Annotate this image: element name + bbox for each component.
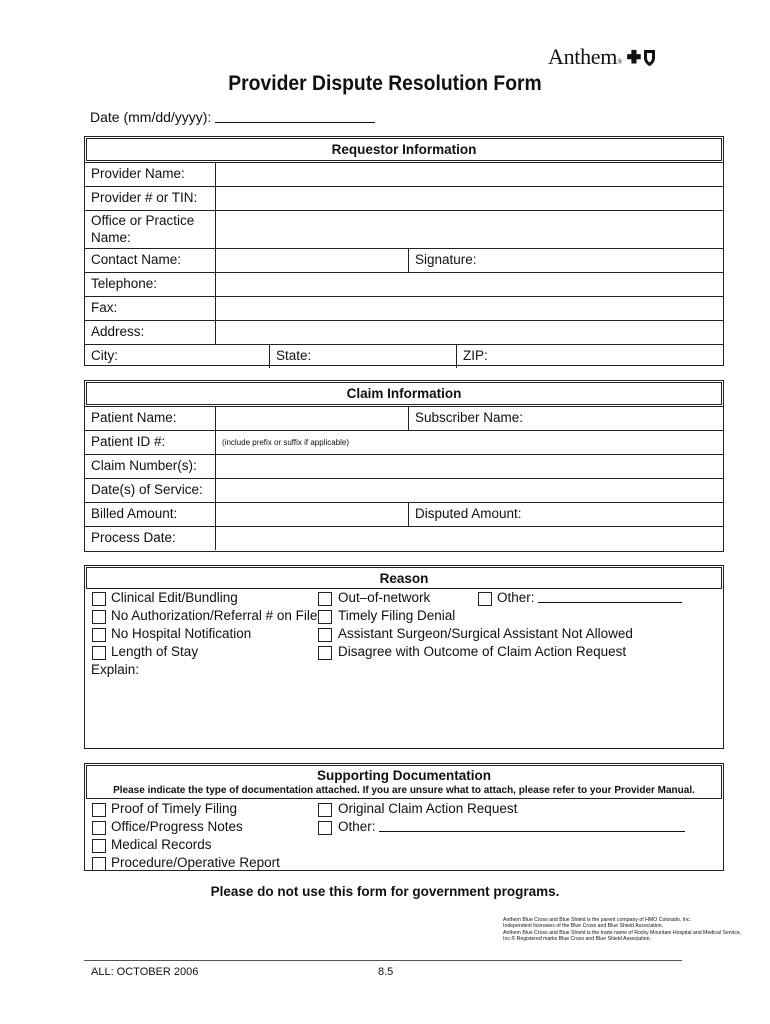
reason-header: Reason — [86, 567, 722, 589]
checkbox-reason-other[interactable] — [478, 592, 492, 606]
blue-cross-shield-icon — [627, 49, 657, 67]
telephone-label: Telephone: — [91, 276, 158, 291]
checkbox-office-progress-notes[interactable] — [92, 821, 106, 835]
checkbox-timely-filing-denial[interactable] — [318, 610, 332, 624]
checkbox-assistant-surgeon[interactable] — [318, 628, 332, 642]
reason-section — [84, 565, 724, 749]
contact-name-label: Contact Name: — [91, 252, 182, 267]
claim-header: Claim Information — [86, 382, 722, 405]
address-label: Address: — [91, 324, 145, 339]
provider-tin-row[interactable] — [85, 186, 723, 210]
provider-name-row[interactable] — [85, 162, 723, 186]
dates-of-service-row[interactable] — [85, 478, 723, 502]
option-proof-timely-filing: Proof of Timely Filing — [111, 801, 238, 816]
claim-section — [84, 380, 724, 552]
option-no-authorization: No Authorization/Referral # on File — [111, 608, 318, 623]
contact-row[interactable] — [85, 248, 723, 272]
logo-trademark: ® — [617, 58, 623, 66]
checkbox-proof-timely-filing[interactable] — [92, 803, 106, 817]
dates-of-service-label: Date(s) of Service: — [91, 482, 203, 497]
option-original-claim-action: Original Claim Action Request — [338, 801, 518, 816]
requestor-section — [84, 136, 724, 366]
checkbox-supporting-other[interactable] — [318, 821, 332, 835]
provider-tin-label: Provider # or TIN: — [91, 190, 198, 205]
fax-row[interactable] — [85, 296, 723, 320]
supporting-instruction: Please indicate the type of documentation attached. If you are unsure what to attach, please refer to your Provider Manual. — [113, 785, 695, 796]
checkbox-disagree-outcome[interactable] — [318, 646, 332, 660]
footer-divider — [84, 960, 682, 961]
provider-name-label: Provider Name: — [91, 166, 185, 181]
claim-numbers-label: Claim Number(s): — [91, 458, 197, 473]
telephone-row[interactable] — [85, 272, 723, 296]
option-out-of-network: Out–of-network — [338, 590, 431, 605]
checkbox-original-claim-action[interactable] — [318, 803, 332, 817]
patient-id-label: Patient ID #: — [91, 434, 166, 449]
patient-id-note: (include prefix or suffix if applicable) — [222, 438, 350, 447]
checkbox-no-authorization[interactable] — [92, 610, 106, 624]
fine-print-line: Anthem Blue Cross and Blue Shield is the parent company of HMO Colorado, Inc. — [503, 917, 691, 923]
checkbox-no-hospital-notification[interactable] — [92, 628, 106, 642]
option-procedure-report: Procedure/Operative Report — [111, 855, 280, 870]
option-assistant-surgeon: Assistant Surgeon/Surgical Assistant Not Allowed — [338, 626, 633, 641]
checkbox-clinical-edit[interactable] — [92, 592, 106, 606]
fine-print-line: Anthem Blue Cross and Blue Shield is the trade name of Rocky Mountain Hospital and Medical Service, — [503, 929, 742, 936]
office-name-label: Office or Practice Name: — [91, 213, 195, 245]
page-title: Provider Dispute Resolution Form — [228, 72, 542, 95]
option-disagree-outcome: Disagree with Outcome of Claim Action Request — [338, 644, 627, 659]
option-medical-records: Medical Records — [111, 837, 212, 852]
supporting-header-box — [86, 765, 722, 799]
process-date-row[interactable] — [85, 526, 723, 550]
option-length-of-stay: Length of Stay — [111, 644, 199, 659]
option-reason-other: Other: — [497, 590, 682, 605]
city-state-zip-row[interactable] — [85, 344, 723, 368]
fax-label: Fax: — [91, 300, 118, 315]
office-name-row[interactable] — [85, 210, 723, 248]
form-code: ALL: OCTOBER 2006 — [91, 966, 199, 978]
date-label: Date (mm/dd/yyyy): — [90, 109, 212, 125]
option-no-hospital-notification: No Hospital Notification — [111, 626, 252, 641]
patient-name-label: Patient Name: — [91, 410, 177, 425]
page-number: 8.5 — [378, 966, 394, 978]
fine-print-line: Independent licensees of the Blue Cross and Blue Shield Association. — [503, 923, 664, 930]
state-label: State: — [276, 348, 312, 363]
patient-id-row[interactable] — [85, 430, 723, 454]
supporting-section — [84, 763, 724, 871]
amount-row[interactable] — [85, 502, 723, 526]
signature-label: Signature: — [415, 252, 477, 267]
government-notice: Please do not use this form for government programs. — [210, 884, 560, 899]
reason-other-input-line[interactable] — [538, 590, 682, 603]
date-field[interactable] — [90, 109, 375, 125]
supporting-other-input-line[interactable] — [379, 819, 685, 832]
patient-name-row[interactable] — [85, 406, 723, 430]
address-row[interactable] — [85, 320, 723, 344]
option-supporting-other: Other: — [338, 819, 685, 834]
process-date-label: Process Date: — [91, 530, 176, 545]
checkbox-out-of-network[interactable] — [318, 592, 332, 606]
city-label: City: — [91, 348, 118, 363]
subscriber-name-label: Subscriber Name: — [415, 410, 524, 425]
anthem-logo — [548, 44, 657, 70]
requestor-header: Requestor Information — [86, 138, 722, 161]
billed-amount-label: Billed Amount: — [91, 506, 178, 521]
checkbox-medical-records[interactable] — [92, 839, 106, 853]
logo-text: Anthem — [548, 44, 618, 69]
checkbox-length-of-stay[interactable] — [92, 646, 106, 660]
fine-print — [503, 917, 753, 943]
date-input-line[interactable] — [215, 109, 375, 123]
zip-label: ZIP: — [463, 348, 488, 363]
option-timely-filing-denial: Timely Filing Denial — [338, 608, 456, 623]
option-office-progress-notes: Office/Progress Notes — [111, 819, 243, 834]
checkbox-procedure-report[interactable] — [92, 857, 106, 871]
supporting-header: Supporting Documentation — [317, 768, 491, 783]
claim-numbers-row[interactable] — [85, 454, 723, 478]
disputed-amount-label: Disputed Amount: — [415, 506, 522, 521]
explain-label: Explain: — [91, 662, 140, 677]
fine-print-line: Inc.® Registered marks Blue Cross and Blue Shield Association. — [503, 936, 651, 943]
option-clinical-edit: Clinical Edit/Bundling — [111, 590, 238, 605]
